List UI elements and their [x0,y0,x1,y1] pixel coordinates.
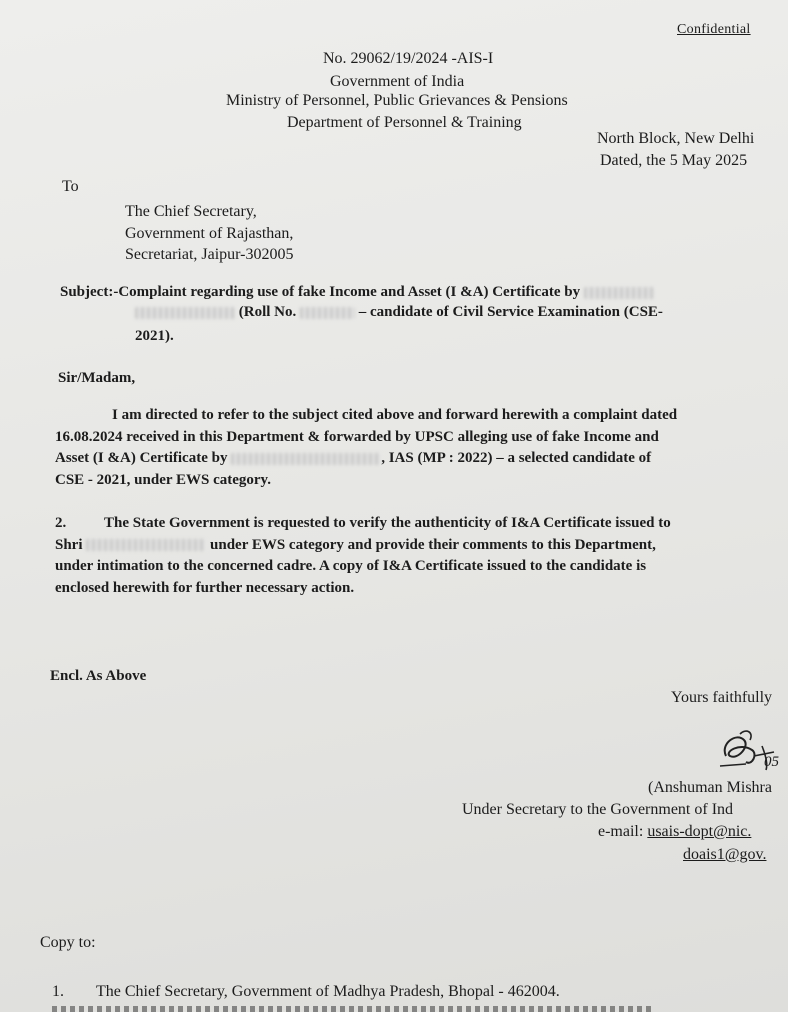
government-name: Government of India [330,73,465,90]
para2-line-3: under intimation to the concerned cadre. A copy of I&A Certificate issued to the candidate is [55,558,647,574]
para1-line-2: 16.08.2024 received in this Department & forwarded by UPSC alleging use of fake Income and [55,428,659,445]
addressee-line-2: Government of Rajasthan, [125,225,294,242]
closing: Yours faithfully [671,689,773,706]
para2-line-2 [55,535,788,557]
redacted-name [584,287,654,299]
to-label: To [62,178,79,195]
paragraph-2 [55,513,788,599]
para1-line-1: I am directed to refer to the subject cited above and forward herewith a complaint dated [112,407,678,423]
para1-line-4: CSE - 2021, under EWS category. [55,471,271,488]
email-link-1[interactable]: usais-dopt@nic. [647,823,752,840]
para1-line-3 [55,448,788,470]
para2-line-2-text: under EWS category and provide their comments to this Department, [210,536,656,553]
place: North Block, New Delhi [597,130,755,147]
date-line: Dated, the 5 May 2025 [600,152,748,169]
para2-line-1-text: The State Government is requested to verify the authenticity of I&A Certificate issued to [104,515,671,531]
subject-line-1 [60,282,654,303]
salutation: Sir/Madam, [58,370,136,386]
redacted-roll-number [300,307,355,319]
department-name: Department of Personnel & Training [287,114,522,131]
ministry-name: Ministry of Personnel, Public Grievances & Pensions [226,92,568,109]
confidential-mark: Confidential [677,22,751,37]
subject-text-1: Subject:-Complaint regarding use of fake Income and Asset (I &A) Certificate by [60,284,581,300]
signature-initial-mark: 05 [764,754,779,770]
para1-line-3a: Asset (I &A) Certificate by [55,450,228,466]
redacted-name [231,453,381,465]
para2-shri: Shri [55,536,83,553]
redacted-name [135,307,235,319]
signatory-name: (Anshuman Mishra [648,779,772,796]
copy-to-label: Copy to: [40,934,96,951]
para2-line-1 [55,513,788,535]
para1-line-3b: , IAS (MP : 2022) – a selected candidate of [381,450,652,466]
signatory-designation: Under Secretary to the Government of Ind [462,801,734,818]
copy-item-1-number: 1. [52,983,64,1000]
para2-number: 2. [55,515,67,531]
signature [716,726,788,783]
addressee-line-3: Secretariat, Jaipur-302005 [125,246,294,263]
email-line-1 [598,823,751,841]
email-label: e-mail: [598,823,644,840]
cut-off-text-line [52,1006,652,1012]
subject-line-3: 2021). [135,328,174,344]
addressee-line-1: The Chief Secretary, [125,203,257,220]
subject-text-2: – candidate of Civil Service Examination (CSE- [358,304,663,320]
subject-line-2 [135,302,663,323]
email-link-2[interactable]: doais1@gov. [683,846,767,863]
redacted-name [86,539,206,551]
copy-item-1: The Chief Secretary, Government of Madhya Pradesh, Bhopal - 462004. [96,983,560,1000]
subject-roll-label: (Roll No. [238,304,297,320]
letter-number: No. 29062/19/2024 -AIS-I [323,50,494,67]
enclosure-note: Encl. As Above [50,668,147,684]
paragraph-1 [55,405,788,491]
para2-line-4: enclosed herewith for further necessary action. [55,579,355,596]
